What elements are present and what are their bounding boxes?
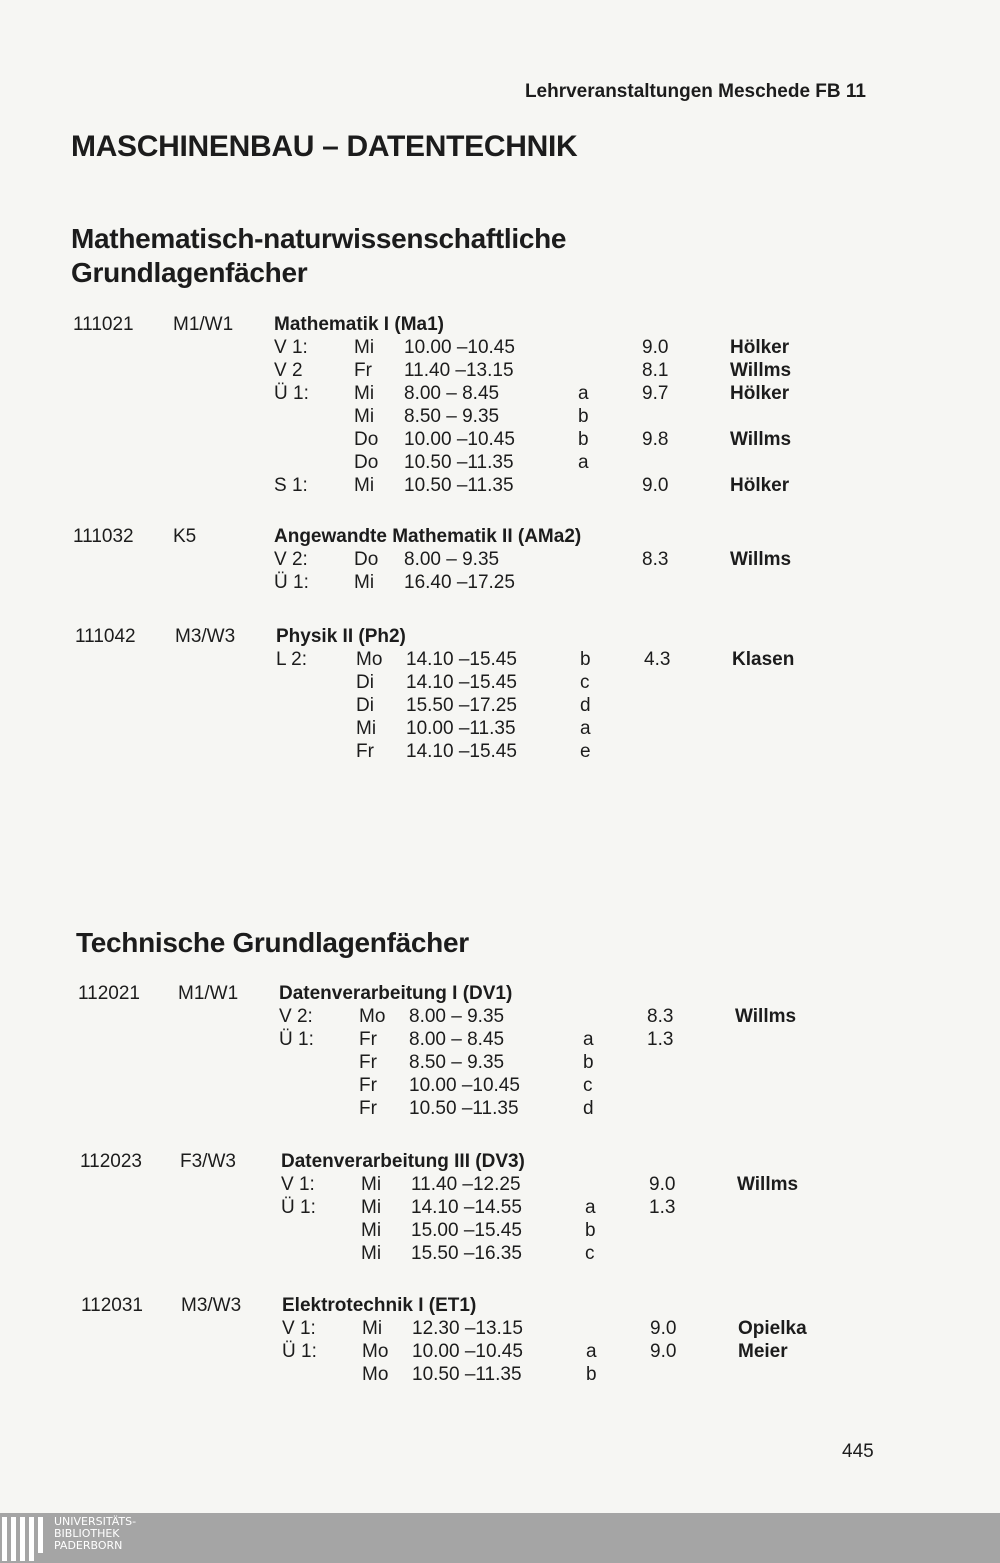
group-letter: a [583, 1029, 594, 1050]
weekday: Mi [361, 1174, 382, 1195]
time-slot: 14.10 –14.55 [411, 1197, 522, 1218]
group-letter: a [580, 718, 591, 739]
schedule-row [0, 429, 1000, 452]
course-title: Physik II (Ph2) [276, 626, 406, 647]
schedule-row [0, 360, 1000, 383]
time-slot: 10.50 –11.35 [404, 475, 514, 496]
course-group: M3/W3 [181, 1295, 242, 1316]
weekday: Do [354, 452, 379, 473]
room-number: 9.0 [649, 1174, 676, 1195]
lecturer-name: Willms [735, 1006, 797, 1027]
session-type: Ü 1: [279, 1029, 314, 1050]
session-type: Ü 1: [274, 572, 309, 593]
weekday: Mi [354, 383, 375, 404]
course-group: F3/W3 [180, 1151, 236, 1172]
schedule-row [0, 695, 1000, 718]
session-type: V 2: [274, 549, 308, 570]
course-group: M1/W1 [178, 983, 239, 1004]
weekday: Fr [359, 1029, 377, 1050]
time-slot: 10.50 –11.35 [412, 1364, 522, 1385]
course-title: Datenverarbeitung III (DV3) [281, 1151, 525, 1172]
session-type: Ü 1: [274, 383, 309, 404]
schedule-row [0, 1341, 1000, 1364]
schedule-row [0, 475, 1000, 498]
schedule-row [0, 549, 1000, 572]
group-letter: c [585, 1243, 595, 1264]
schedule-row [0, 1006, 1000, 1029]
weekday: Mi [356, 718, 377, 739]
time-slot: 15.50 –16.35 [411, 1243, 522, 1264]
time-slot: 10.00 –10.45 [404, 429, 515, 450]
library-name [54, 1516, 136, 1552]
room-number: 9.0 [642, 475, 669, 496]
course-number: 111021 [73, 314, 134, 335]
course-title: Mathematik I (Ma1) [274, 314, 444, 335]
library-footer-bar [0, 1513, 1000, 1563]
schedule-row [0, 1052, 1000, 1075]
course-number: 111042 [75, 626, 136, 647]
schedule-row [0, 1174, 1000, 1197]
session-type: V 2: [279, 1006, 313, 1027]
section-title-technical [76, 926, 469, 960]
weekday: Mo [359, 1006, 386, 1027]
weekday: Mi [362, 1318, 383, 1339]
schedule-row [0, 383, 1000, 406]
course-number: 111032 [73, 526, 134, 547]
lecturer-name: Hölker [730, 475, 790, 496]
schedule-row [0, 1364, 1000, 1387]
time-slot: 11.40 –12.25 [411, 1174, 521, 1195]
course-number: 112021 [78, 983, 140, 1004]
library-logo-icon [2, 1517, 46, 1561]
session-type: L 2: [276, 649, 307, 670]
course-title: Datenverarbeitung I (DV1) [279, 983, 513, 1004]
section-title-line: Mathematisch-naturwissenschaftliche [71, 223, 567, 254]
course-title: Elektrotechnik I (ET1) [282, 1295, 477, 1316]
weekday: Di [356, 672, 374, 693]
section-title-science [71, 222, 566, 290]
time-slot: 10.50 –11.35 [409, 1098, 519, 1119]
time-slot: 8.50 – 9.35 [409, 1052, 505, 1073]
lecturer-name: Hölker [730, 383, 790, 404]
room-number: 1.3 [647, 1029, 674, 1050]
group-letter: b [580, 649, 591, 670]
session-type: Ü 1: [281, 1197, 316, 1218]
section-title-line: Technische Grundlagenfächer [76, 927, 469, 958]
group-letter: b [583, 1052, 594, 1073]
weekday: Mi [354, 406, 375, 427]
course-group: M1/W1 [173, 314, 234, 335]
weekday: Mi [354, 475, 375, 496]
session-type: V 1: [281, 1174, 315, 1195]
weekday: Fr [359, 1098, 377, 1119]
library-name-line: UNIVERSITÄTS- [54, 1515, 137, 1528]
weekday: Fr [354, 360, 372, 381]
schedule-row [0, 1197, 1000, 1220]
lecturer-name: Willms [730, 549, 792, 570]
section-title-line: Grundlagenfächer [71, 257, 308, 288]
session-type: V 1: [282, 1318, 316, 1339]
group-letter: c [583, 1075, 593, 1096]
course-title: Angewandte Mathematik II (AMa2) [274, 526, 582, 547]
weekday: Mi [361, 1220, 382, 1241]
weekday: Di [356, 695, 374, 716]
room-number: 8.3 [647, 1006, 674, 1027]
group-letter: a [578, 383, 589, 404]
weekday: Mi [354, 572, 375, 593]
time-slot: 10.00 –10.45 [404, 337, 515, 358]
time-slot: 10.00 –10.45 [409, 1075, 520, 1096]
time-slot: 8.50 – 9.35 [404, 406, 500, 427]
weekday: Do [354, 549, 379, 570]
schedule-row [0, 406, 1000, 429]
lecturer-name: Willms [730, 360, 792, 381]
group-letter: a [578, 452, 589, 473]
room-number: 1.3 [649, 1197, 676, 1218]
room-number: 8.1 [642, 360, 669, 381]
schedule-row [0, 1098, 1000, 1121]
weekday: Mo [362, 1364, 389, 1385]
page-number: 445 [842, 1441, 874, 1462]
group-letter: d [580, 695, 591, 716]
time-slot: 8.00 – 8.45 [409, 1029, 505, 1050]
lecturer-name: Willms [737, 1174, 799, 1195]
course-number: 112023 [80, 1151, 142, 1172]
time-slot: 15.50 –17.25 [406, 695, 517, 716]
library-name-line: PADERBORN [54, 1539, 123, 1552]
session-type: V 1: [274, 337, 308, 358]
course-group: M3/W3 [175, 626, 236, 647]
schedule-row [0, 1243, 1000, 1266]
weekday: Mi [354, 337, 375, 358]
room-number: 8.3 [642, 549, 669, 570]
lecturer-name: Hölker [730, 337, 790, 358]
weekday: Fr [356, 741, 374, 762]
time-slot: 10.00 –10.45 [412, 1341, 523, 1362]
time-slot: 10.00 –11.35 [406, 718, 516, 739]
weekday: Fr [359, 1075, 377, 1096]
room-number: 4.3 [644, 649, 671, 670]
time-slot: 15.00 –15.45 [411, 1220, 522, 1241]
room-number: 9.0 [650, 1318, 677, 1339]
schedule-row [0, 452, 1000, 475]
schedule-row [0, 672, 1000, 695]
time-slot: 14.10 –15.45 [406, 741, 517, 762]
group-letter: b [586, 1364, 597, 1385]
schedule-row [0, 1029, 1000, 1052]
group-letter: d [583, 1098, 594, 1119]
library-name-line: BIBLIOTHEK [54, 1527, 120, 1540]
schedule-row [0, 741, 1000, 764]
schedule-row [0, 1075, 1000, 1098]
room-number: 9.0 [650, 1341, 677, 1362]
time-slot: 11.40 –13.15 [404, 360, 514, 381]
time-slot: 12.30 –13.15 [412, 1318, 523, 1339]
lecturer-name: Meier [738, 1341, 788, 1362]
weekday: Mo [356, 649, 383, 670]
time-slot: 8.00 – 9.35 [404, 549, 500, 570]
session-type: Ü 1: [282, 1341, 317, 1362]
weekday: Mi [361, 1243, 382, 1264]
time-slot: 10.50 –11.35 [404, 452, 514, 473]
group-letter: c [580, 672, 590, 693]
room-number: 9.0 [642, 337, 669, 358]
time-slot: 16.40 –17.25 [404, 572, 515, 593]
weekday: Fr [359, 1052, 377, 1073]
group-letter: a [586, 1341, 597, 1362]
group-letter: b [578, 406, 589, 427]
schedule-row [0, 572, 1000, 595]
time-slot: 8.00 – 8.45 [404, 383, 500, 404]
session-type: S 1: [274, 475, 308, 496]
lecturer-name: Opielka [738, 1318, 807, 1339]
schedule-row [0, 649, 1000, 672]
schedule-row [0, 1318, 1000, 1341]
time-slot: 14.10 –15.45 [406, 672, 517, 693]
weekday: Mo [362, 1341, 389, 1362]
schedule-row [0, 718, 1000, 741]
weekday: Mi [361, 1197, 382, 1218]
lecturer-name: Willms [730, 429, 792, 450]
lecturer-name: Klasen [732, 649, 795, 670]
room-number: 9.8 [642, 429, 669, 450]
course-number: 112031 [81, 1295, 143, 1316]
weekday: Do [354, 429, 379, 450]
schedule-row [0, 337, 1000, 360]
time-slot: 14.10 –15.45 [406, 649, 517, 670]
page-title: MASCHINENBAU – DATENTECHNIK [71, 130, 578, 163]
time-slot: 8.00 – 9.35 [409, 1006, 505, 1027]
group-letter: b [585, 1220, 596, 1241]
room-number: 9.7 [642, 383, 669, 404]
group-letter: b [578, 429, 589, 450]
group-letter: e [580, 741, 591, 762]
course-group: K5 [173, 526, 197, 547]
running-header: Lehrveranstaltungen Meschede FB 11 [524, 81, 866, 102]
group-letter: a [585, 1197, 596, 1218]
session-type: V 2 [274, 360, 303, 381]
schedule-row [0, 1220, 1000, 1243]
